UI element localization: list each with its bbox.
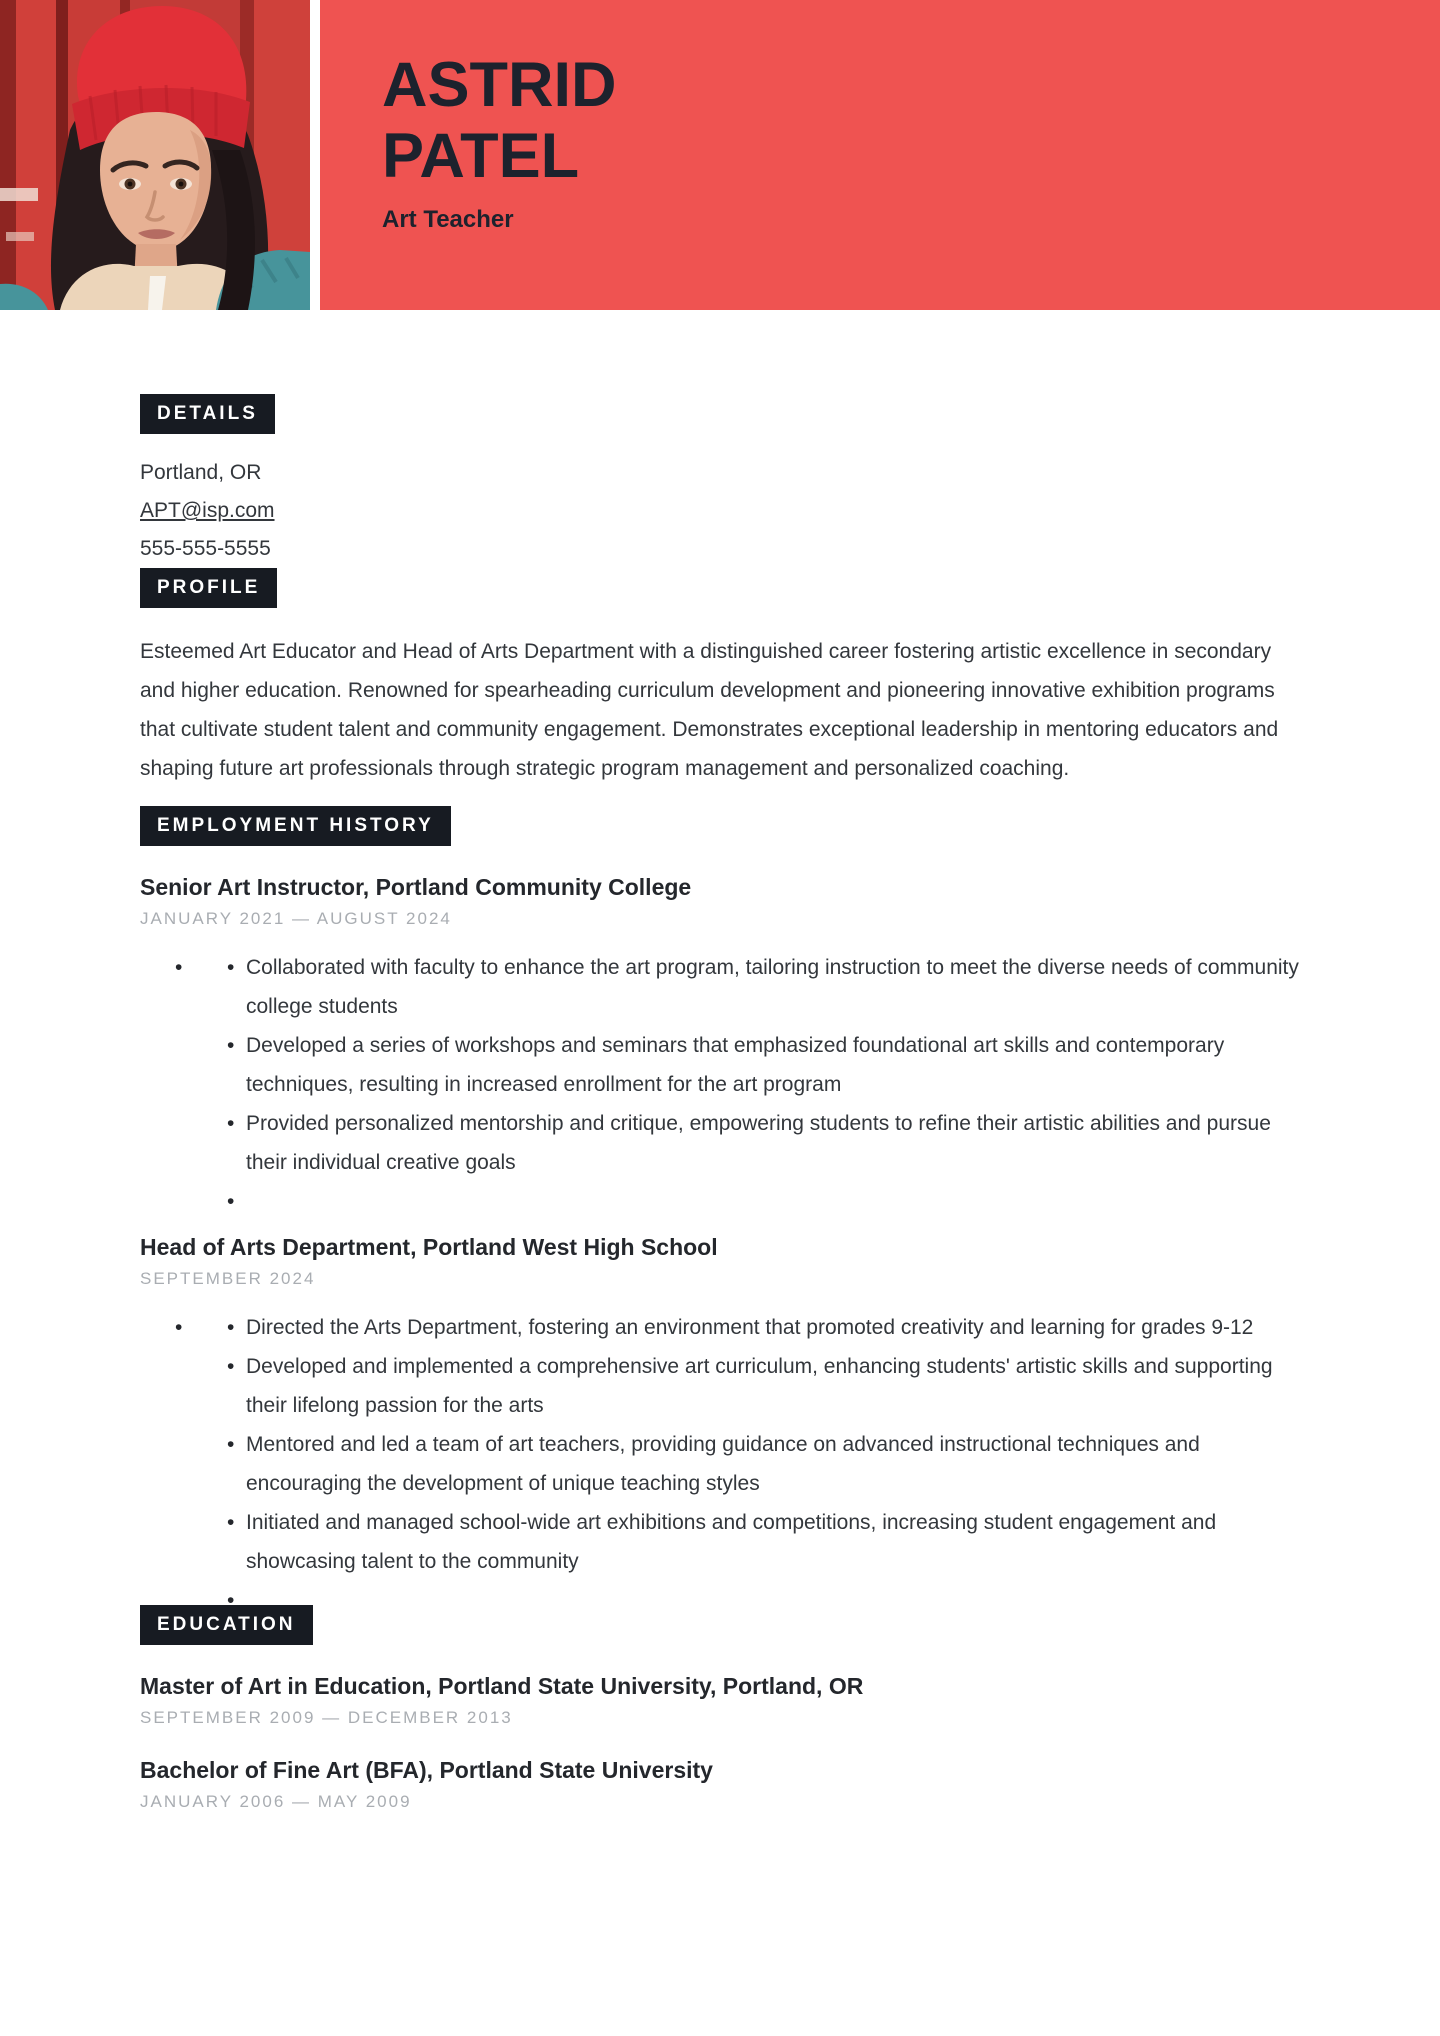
contact-location: Portland, OR: [140, 461, 262, 484]
section-label-employment-history: EMPLOYMENT HISTORY: [140, 806, 451, 846]
job-entry: [140, 1232, 1300, 1605]
education-entry: [140, 1755, 1300, 1813]
education-dates: JANUARY 2006 — MAY 2009: [140, 1792, 412, 1811]
job-title-line: Head of Arts Department, Portland West High School: [140, 1234, 718, 1260]
job-bullet: • Directed the Arts Department, fostering an environment that promoted creativity and learning for grades 9-12: [246, 1308, 1300, 1347]
job-bullet: • Initiated and managed school-wide art exhibitions and competitions, increasing student engagement and showcasing talent to the community: [246, 1503, 1300, 1581]
job-bullet-empty: [246, 1182, 1300, 1206]
job-bullet-list: [140, 1308, 1300, 1605]
section-label-education: EDUCATION: [140, 1605, 313, 1645]
section-label-profile: PROFILE: [140, 568, 277, 608]
education-dates: SEPTEMBER 2009 — DECEMBER 2013: [140, 1708, 513, 1727]
resume-body: [0, 310, 1440, 1813]
job-bullet: • Developed and implemented a comprehensive art curriculum, enhancing students' artistic skills and supporting their lifelong passion for the arts: [246, 1347, 1300, 1425]
education-title-line: Master of Art in Education, Portland State University, Portland, OR: [140, 1673, 864, 1699]
header: [0, 0, 1440, 310]
job-bullet-empty: [246, 1581, 1300, 1605]
profile-summary: Esteemed Art Educator and Head of Arts Department with a distinguished career fostering artistic excellence in secondary and higher education. Renowned for spearheading curriculum development and pioneering innovative exhibition programs that cultivate student talent and community engagement. Demonstrates exceptional leadership in mentoring educators and shaping future art professionals through strategic program management and personalized coaching.: [140, 640, 1279, 780]
email-link[interactable]: APT@isp.com: [140, 499, 275, 522]
job-dates: SEPTEMBER 2024: [140, 1269, 316, 1288]
education-entry: [140, 1671, 1300, 1729]
candidate-name: ASTRID PATEL: [382, 50, 617, 191]
education-title-line: Bachelor of Fine Art (BFA), Portland State University: [140, 1757, 713, 1783]
candidate-job-title: Art Teacher: [382, 206, 514, 233]
portrait-illustration: [0, 0, 310, 310]
outer-bullet-dot-icon: •: [175, 1316, 183, 1339]
job-bullet: • Developed a series of workshops and seminars that emphasized foundational art skills and contemporary techniques, resulting in increased enrollment for the art program: [246, 1026, 1300, 1104]
profile-photo: [0, 0, 310, 310]
header-banner: [320, 0, 1440, 310]
job-title-line: Senior Art Instructor, Portland Community College: [140, 874, 692, 900]
outer-bullet-dot-icon: •: [175, 956, 183, 979]
job-entry: [140, 872, 1300, 1206]
job-dates: JANUARY 2021 — AUGUST 2024: [140, 909, 452, 928]
contact-phone: 555-555-5555: [140, 537, 271, 560]
contact-block: [140, 454, 1300, 568]
job-bullet: • Collaborated with faculty to enhance the art program, tailoring instruction to meet the diverse needs of community college students: [246, 948, 1300, 1026]
job-bullet-list: [140, 948, 1300, 1206]
job-bullet: • Mentored and led a team of art teachers, providing guidance on advanced instructional techniques and encouraging the development of unique teaching styles: [246, 1425, 1300, 1503]
section-label-details: DETAILS: [140, 394, 275, 434]
job-bullet: • Provided personalized mentorship and critique, empowering students to refine their artistic abilities and pursue their individual creative goals: [246, 1104, 1300, 1182]
